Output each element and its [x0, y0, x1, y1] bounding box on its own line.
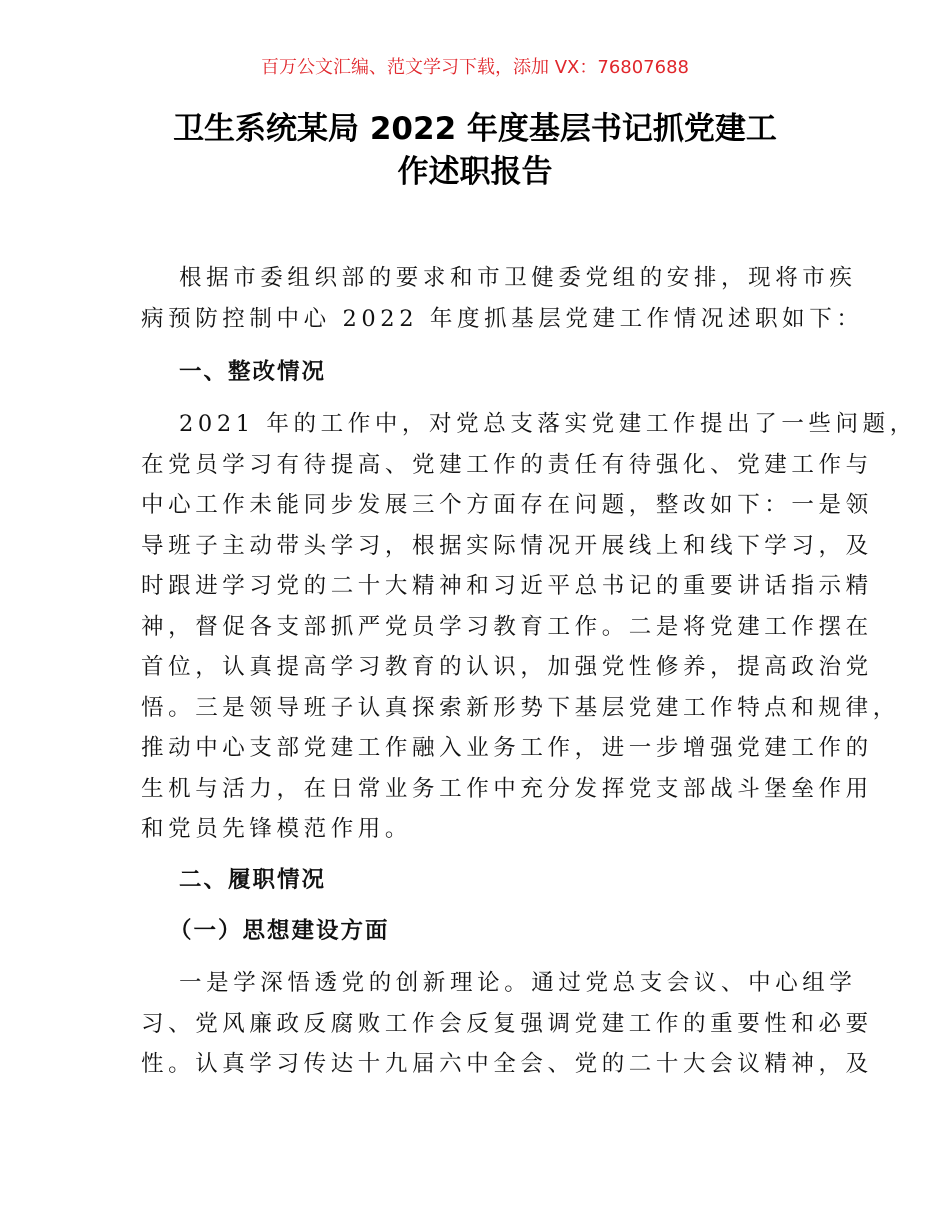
text-line: 导班子主动带头学习，根据实际情况开展线上和线下学习，及 — [141, 532, 873, 559]
section-2-heading — [141, 860, 821, 901]
heading-text: 二、履职情况 — [179, 867, 327, 893]
section-1-paragraph — [141, 404, 917, 850]
heading-text: 一、整改情况 — [179, 359, 327, 385]
heading-text: （一）思想建设方面 — [169, 918, 390, 944]
text-line: 病预防控制中心 2022 年度抓基层党建工作情况述职如下： — [141, 305, 864, 332]
text-line: 2021 年的工作中，对党总支落实党建工作提出了一些问题， — [179, 411, 917, 437]
text-line: 悟。三是领导班子认真探索新形势下基层党建工作特点和规律， — [141, 694, 900, 721]
text-line: 首位，认真提高学习教育的认识，加强党性修养，提高政治党 — [141, 654, 873, 680]
document-title-line-1: 卫生系统某局 2022 年度基层书记抓党建工 — [173, 111, 777, 147]
text-line: 生机与活力，在日常业务工作中充分发挥党支部战斗堡垒作用 — [141, 775, 873, 802]
text-line: 在党员学习有待提高、党建工作的责任有待强化、党建工作与 — [141, 451, 873, 478]
text-line: 和党员先锋模范作用。 — [141, 816, 413, 842]
watermark-banner: 百万公文汇编、范文学习下载，添加 VX：76807688 — [261, 57, 689, 78]
text-line: 推动中心支部党建工作融入业务工作，进一步增强党建工作的 — [141, 735, 873, 761]
subsection-1-heading — [141, 911, 821, 952]
section-1-heading — [141, 352, 821, 393]
text-line: 神，督促各支部抓严党员学习教育工作。二是将党建工作摆在 — [141, 613, 873, 640]
text-line: 一是学深悟透党的创新理论。通过党总支会议、中心组学 — [179, 970, 857, 996]
text-line: 性。认真学习传达十九届六中全会、党的二十大会议精神，及 — [141, 1051, 873, 1077]
document-title-line-2: 作述职报告 — [397, 154, 553, 190]
text-line: 时跟进学习党的二十大精神和习近平总书记的重要讲话指示精 — [141, 573, 873, 599]
text-line: 中心工作未能同步发展三个方面存在问题，整改如下：一是领 — [141, 492, 873, 518]
intro-paragraph — [141, 258, 864, 339]
text-line: 习、党风廉政反腐败工作会反复强调党建工作的重要性和必要 — [141, 1010, 873, 1037]
subsection-1-paragraph — [141, 963, 873, 1085]
text-line: 根据市委组织部的要求和市卫健委党组的安排，现将市疾 — [179, 265, 857, 291]
